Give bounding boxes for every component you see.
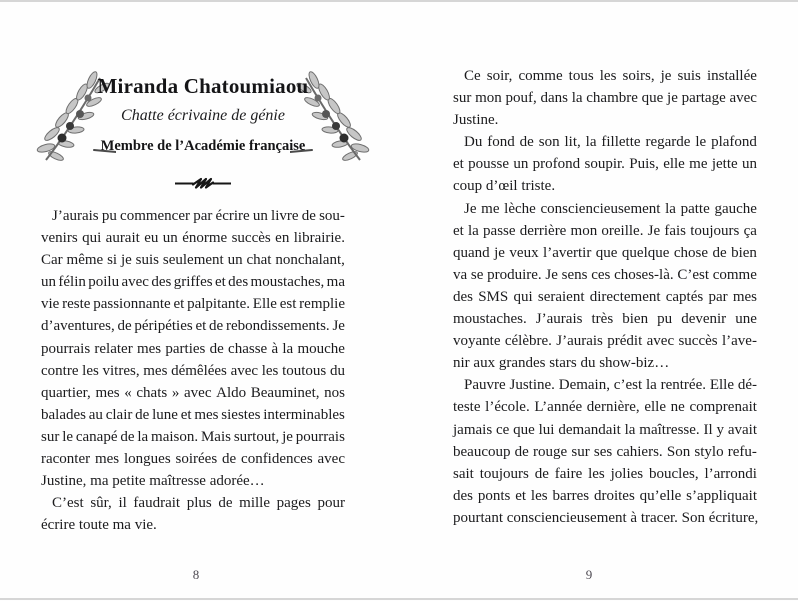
- text-line: Du fond de son lit, la fillette regarde le plafond: [464, 134, 757, 151]
- text-line: Justine.: [453, 112, 499, 129]
- text-line: écrire toute ma vie.: [41, 517, 157, 534]
- text-line: des SMS qui seraient directement captés par mes: [453, 288, 757, 305]
- text-line: C’est sûr, il faudrait plus de mille pages pour: [52, 495, 345, 512]
- text-line: Justine, ma petite maîtresse adorée…: [41, 473, 265, 490]
- page-number: 8: [192, 567, 200, 582]
- text-line: Car même si je suis seulement un chat nonchalant,: [41, 252, 345, 269]
- text-line: sur le canapé de la maison. Mais surtout, je pourrais: [41, 428, 345, 445]
- text-line: nir aux grandes stars du show-biz…: [453, 355, 670, 372]
- text-line: J’aurais pu commencer par écrire un livre de sou-: [52, 208, 345, 224]
- text-line: voyante célèbre. J’aurais prédit avec succès l’ave-: [453, 333, 757, 350]
- text-line: quand je veux l’avertir que quelque chose de bien: [453, 244, 757, 261]
- chapter-header: [36, 68, 370, 170]
- text-line: des ponts et les barres droites qu’elle s’appliquait: [453, 487, 757, 504]
- text-line: teste l’école. L’année dernière, elle ne comprenait: [453, 399, 757, 416]
- text-line: Ce soir, comme tous les soirs, je suis installée: [464, 68, 757, 84]
- page-number: 9: [585, 567, 593, 582]
- text-line: pourtant consciencieusement à tracer. Son écriture,: [453, 509, 759, 526]
- text-line: et la passe derrière mon oreille. Je fais toujours ça: [453, 222, 757, 239]
- text-line: coup d’œil triste.: [453, 178, 556, 195]
- text-line: va se produire. Je sens ces choses-là. C’est comme: [453, 266, 757, 283]
- text-line: Je me lèche consciencieusement la patte gauche: [464, 200, 757, 217]
- text-line: raconter mes longues soirées de confidences avec: [41, 451, 345, 468]
- text-line: contre les vitres, mes démêlées avec les toutous du: [41, 362, 345, 379]
- text-line: vie reste passionnante et palpitante. Elle est remplie: [41, 296, 345, 313]
- text-line: quartier, mes « chats » avec Aldo Beauminet, nos: [41, 384, 345, 401]
- author-subtitle: Chatte écrivaine de génie: [121, 107, 285, 124]
- author-name: Miranda Chatoumiaou: [97, 74, 309, 98]
- squiggle-divider-icon: [175, 176, 231, 191]
- text-line: balades au clair de lune et mes siestes interminables: [41, 406, 345, 423]
- text-line: venirs qui aurait eu un énorme succès en librairie.: [41, 230, 345, 247]
- text-line: un félin poilu avec des griffes et des moustaches, ma: [41, 274, 345, 291]
- text-line: beaucoup de rouge sur ses cahiers. Son stylo refu-: [453, 443, 757, 460]
- text-line: moustaches. J’aurais très bien pu devenir une: [453, 311, 757, 328]
- page-top-edge: [0, 0, 798, 2]
- text-line: jamais ce que lui demandait la maîtresse. Il y avait: [453, 421, 757, 438]
- left-page-text: [41, 205, 345, 536]
- text-line: d’aventures, de péripéties et de rebondissements. Je: [41, 318, 345, 335]
- page-bottom-edge: [0, 598, 798, 600]
- right-page-text: [453, 65, 757, 529]
- section-divider: [38, 176, 368, 196]
- text-line: sur mon pouf, dans la chambre que je partage avec: [453, 90, 757, 107]
- text-line: Pauvre Justine. Demain, c’est la rentrée. Elle dé-: [464, 377, 757, 394]
- text-line: sait toujours de faire les jolies boucles, l’arrondi: [453, 465, 757, 482]
- author-membership: Membre de l’Académie française: [100, 138, 306, 154]
- text-line: et pousse un profond soupir. Puis, elle me jette un: [453, 156, 757, 173]
- text-line: pourrais relater mes parties de chasse à la mouche: [41, 340, 345, 357]
